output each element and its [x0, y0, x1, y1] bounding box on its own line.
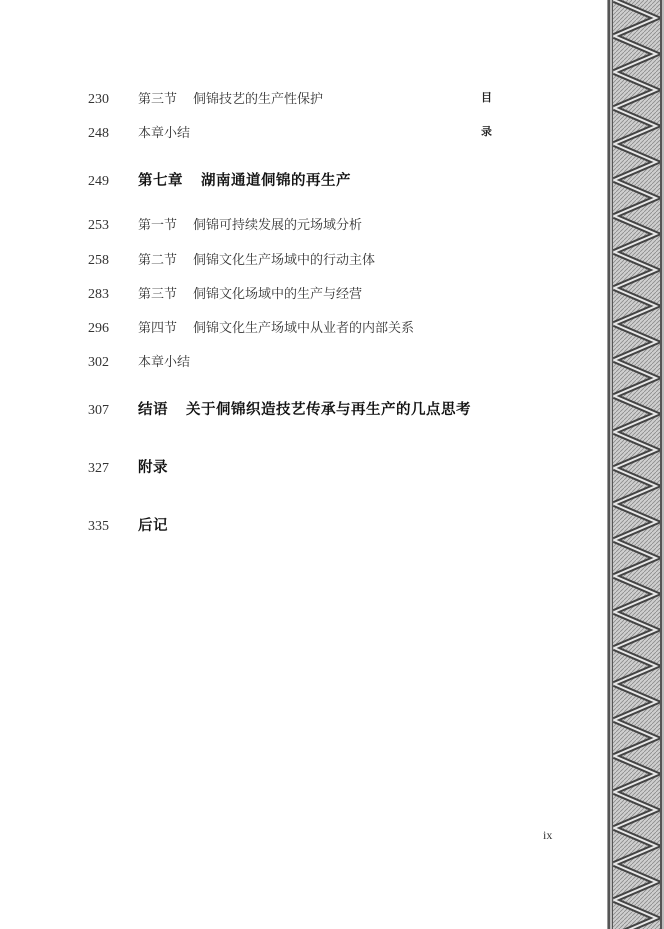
toc-entry: [88, 351, 190, 371]
toc-title: 侗锦文化生产场域中从业者的内部关系: [193, 321, 415, 336]
toc-page-number: 302: [88, 355, 109, 370]
toc-entry: [88, 317, 414, 337]
toc-title: 侗锦文化生产场域中的行动主体: [193, 253, 376, 268]
brocade-border-decoration: [607, 0, 664, 929]
toc-chapter-entry: [88, 514, 168, 535]
running-head-bottom: 录: [481, 125, 492, 138]
toc-chapter-title: 关于侗锦织造技艺传承与再生产的几点思考: [186, 401, 471, 418]
toc-section: 第二节: [138, 253, 178, 268]
running-head-top: 目: [481, 91, 492, 104]
toc-entry: [88, 122, 190, 142]
toc-page-number: 296: [88, 321, 109, 336]
folio-page-number: ix: [543, 828, 553, 842]
toc-section: 第一节: [138, 218, 178, 233]
toc-chapter-entry: [88, 398, 471, 419]
toc-title: 侗锦文化场域中的生产与经营: [193, 287, 363, 302]
toc-chapter-number: 结语: [138, 401, 168, 418]
toc-chapter-title: 湖南通道侗锦的再生产: [201, 172, 351, 189]
toc-page-number: 258: [88, 253, 109, 268]
toc-page-number: 307: [88, 403, 109, 418]
toc-entry: [88, 283, 362, 303]
toc-entry: [88, 249, 375, 269]
toc-title: 侗锦技艺的生产性保护: [193, 92, 324, 107]
toc-section: 第三节: [138, 287, 178, 302]
toc-page-number: 335: [88, 519, 109, 534]
toc-page-number: 253: [88, 218, 109, 233]
toc-section: 第四节: [138, 321, 178, 336]
toc-entry: [88, 88, 323, 108]
toc-chapter-entry: [88, 456, 168, 477]
toc-page-number: 283: [88, 287, 109, 302]
toc-chapter-number: 第七章: [138, 172, 183, 189]
toc-chapter-entry: [88, 169, 351, 190]
toc-title: 侗锦可持续发展的元场域分析: [193, 218, 363, 233]
toc-title: 本章小结: [138, 355, 191, 370]
toc-entry: [88, 214, 362, 234]
toc-chapter-title: 后记: [138, 517, 168, 534]
toc-page-number: 230: [88, 92, 109, 107]
toc-page-number: 327: [88, 461, 109, 476]
toc-page-number: 249: [88, 174, 109, 189]
toc-page-number: 248: [88, 126, 109, 141]
toc-chapter-title: 附录: [138, 459, 168, 476]
toc-title: 本章小结: [138, 126, 191, 141]
toc-section: 第三节: [138, 92, 178, 107]
